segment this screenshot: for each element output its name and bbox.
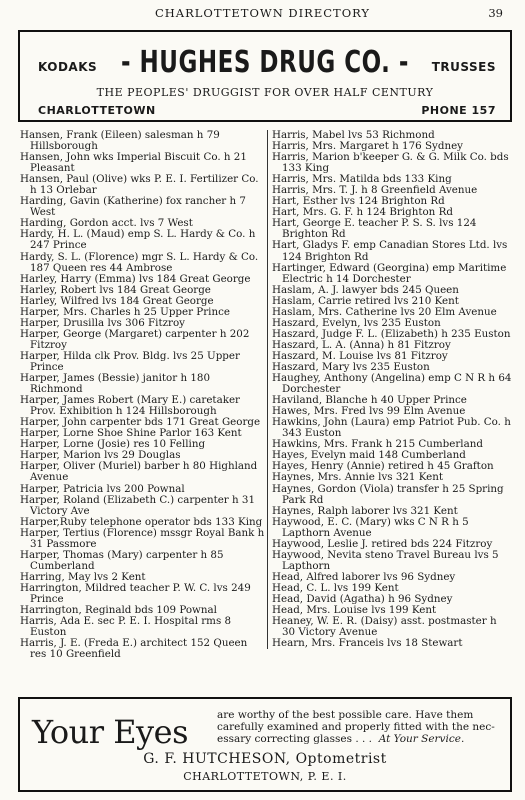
directory-entry: Hansen, Frank (Eileen) salesman h 79 Hillsborough <box>20 129 220 153</box>
directory-entry: Haslam, A. J. lawyer bds 245 Queen <box>272 283 459 296</box>
directory-entry: Harris, Mrs. T. J. h 8 Greenfield Avenue <box>272 184 478 197</box>
directory-entry: Head, David (Agatha) h 96 Sydney <box>272 592 453 605</box>
directory-entry: Hartinger, Edward (Georgina) emp Maritime Electric h 14 Dorchester <box>272 261 507 285</box>
directory-entry: Harper, George (Margaret) carpenter h 202 Fitzroy <box>20 327 250 351</box>
directory-entry: Harris, Ada E. sec P. E. I. Hospital rms 8 Euston <box>20 615 232 639</box>
ad-body-line-part: essary correcting glasses . . . <box>217 733 373 745</box>
directory-entry: Harris, Mabel lvs 53 Richmond <box>272 129 435 141</box>
directory-entry: Harper, Thomas (Mary) carpenter h 85 Cumberland <box>20 548 224 572</box>
ad-tagline: THE PEOPLES' DRUGGIST FOR OVER HALF CENTURY <box>96 86 434 99</box>
ad-body-text <box>217 709 500 745</box>
directory-entry: Head, Mrs. Louise lvs 199 Kent <box>272 604 437 617</box>
directory-entry: Harper,Ruby telephone operator bds 133 King <box>20 515 263 528</box>
ad-headline: Your Eyes <box>32 713 188 751</box>
directory-entry: Harley, Robert lvs 184 Great George <box>20 283 211 296</box>
directory-title: CHARLOTTETOWN DIRECTORY <box>154 6 371 20</box>
directory-entry: Haywood, Leslie J. retired bds 224 Fitzroy <box>272 537 493 550</box>
directory-entry: Harrington, Reginald bds 109 Pownal <box>20 604 217 617</box>
directory-entry: Harper, James (Bessie) janitor h 180 Richmond <box>20 372 211 396</box>
directory-entry: Haywood, Nevita steno Travel Bureau lvs 5 Lapthorn <box>272 548 499 572</box>
ad-body-line <box>217 733 500 745</box>
directory-entry: Haviland, Blanche h 40 Upper Prince <box>272 394 467 407</box>
directory-entry: Harper, Oliver (Muriel) barber h 80 Highland Avenue <box>20 460 258 484</box>
directory-entry: Harding, Gavin (Katherine) fox rancher h 7 West <box>20 195 246 219</box>
directory-entry: Hawkins, Mrs. Frank h 215 Cumberland <box>272 438 483 451</box>
left-column <box>20 130 265 660</box>
page-number: 39 <box>488 6 503 20</box>
directory-entry: Harper, Patricia lvs 200 Pownal <box>20 482 185 495</box>
directory-entry: Haslam, Mrs. Catherine lvs 20 Elm Avenue <box>272 305 497 318</box>
directory-entry: Hart, Gladys F. emp Canadian Stores Ltd. lvs 124 Brighton Rd <box>272 239 508 263</box>
directory-entry: Harris, Marion b'keeper G. & G. Milk Co. bds 133 King <box>272 151 509 175</box>
optometrist-name: G. F. HUTCHESON, Optometrist <box>143 751 387 767</box>
directory-entry: Hardy, H. L. (Maud) emp S. L. Hardy & Co. h 247 Prince <box>20 228 256 252</box>
directory-entry: Head, C. L. lvs 199 Kent <box>272 581 399 594</box>
directory-entry: Hart, Esther lvs 124 Brighton Rd <box>272 195 445 208</box>
directory-entry: Harper, Lorne (Josie) res 10 Felling <box>20 438 206 451</box>
directory-entry: Hansen, Paul (Olive) wks P. E. I. Fertilizer Co. h 13 Orlebar <box>20 173 259 197</box>
directory-entry: Hansen, John wks Imperial Biscuit Co. h 21 Pleasant <box>20 151 247 175</box>
directory-entry: Hayes, Evelyn maid 148 Cumberland <box>272 449 466 462</box>
directory-entry: Haszard, Mary lvs 235 Euston <box>272 360 430 373</box>
directory-listings <box>20 130 512 690</box>
directory-entry: Haslam, Carrie retired lvs 210 Kent <box>272 294 459 307</box>
hughes-drug-advertisement <box>18 30 512 122</box>
directory-entry: Hawes, Mrs. Fred lvs 99 Elm Avenue <box>272 405 466 418</box>
directory-entry: Harper, Hilda clk Prov. Bldg. lvs 25 Upper Prince <box>20 349 240 373</box>
directory-entry: Harper, Roland (Elizabeth C.) carpenter h 31 Victory Ave <box>20 493 256 517</box>
directory-entry: Harper, Tertius (Florence) mssgr Royal Bank h 31 Passmore <box>20 526 265 550</box>
directory-entry: Harris, Mrs. Margaret h 176 Sydney <box>272 140 463 153</box>
directory-entry: Harper, Lorne Shoe Shine Parlor 163 Kent <box>20 427 242 440</box>
directory-entry: Harper, Mrs. Charles h 25 Upper Prince <box>20 305 230 318</box>
directory-entry: Harring, May lvs 2 Kent <box>20 570 146 583</box>
directory-entry: Harper, Marion lvs 29 Douglas <box>20 449 181 462</box>
directory-entry: Haszard, Evelyn, lvs 235 Euston <box>272 316 441 329</box>
directory-entry: Haynes, Gordon (Viola) transfer h 25 Spring Park Rd <box>272 482 504 506</box>
directory-entry: Harper, John carpenter bds 171 Great George <box>20 416 261 429</box>
page-header <box>20 6 505 20</box>
directory-entry: Hardy, S. L. (Florence) mgr S. L. Hardy & Co. 187 Queen res 44 Ambrose <box>20 250 259 274</box>
directory-entry: Harley, Harry (Emma) lvs 184 Great George <box>20 272 251 285</box>
ad-phone: PHONE 157 <box>421 104 496 117</box>
optometrist-advertisement <box>18 697 512 792</box>
ad-body-line: are worthy of the best possible care. Have them <box>217 709 474 721</box>
directory-entry: Hearn, Mrs. Franceis lvs 18 Stewart <box>272 637 463 650</box>
right-column <box>272 130 512 649</box>
directory-entry: Harris, J. E. (Freda E.) architect 152 Queen res 10 Greenfield <box>20 637 248 661</box>
directory-entry: Hart, Mrs. G. F. h 124 Brighton Rd <box>272 206 453 219</box>
directory-entry: Haszard, Judge F. L. (Elizabeth) h 235 Euston <box>272 327 511 340</box>
directory-entry: Haszard, M. Louise lvs 81 Fitzroy <box>272 349 448 362</box>
directory-entry: Hayes, Henry (Annie) retired h 45 Grafton <box>272 460 494 473</box>
directory-entry: Haywood, E. C. (Mary) wks C N R h 5 Lapthorn Avenue <box>272 515 469 539</box>
ad-right-word: TRUSSES <box>431 60 496 74</box>
ad-body-line: carefully examined and properly fitted with the nec- <box>217 721 495 733</box>
directory-entry: Haynes, Ralph laborer lvs 321 Kent <box>272 504 458 517</box>
directory-entry: Haughey, Anthony (Angelina) emp C N R h 64 Dorchester <box>272 372 512 396</box>
directory-entry: Head, Alfred laborer lvs 96 Sydney <box>272 570 456 583</box>
column-divider <box>267 130 268 649</box>
ad-slogan: At Your Service. <box>378 733 465 745</box>
ad-left-word: KODAKS <box>38 60 98 74</box>
directory-entry: Harper, Drusilla lvs 306 Fitzroy <box>20 316 185 329</box>
directory-entry: Haszard, L. A. (Anna) h 81 Fitzroy <box>272 338 451 351</box>
directory-entry: Harper, James Robert (Mary E.) caretaker Prov. Exhibition h 124 Hillsborough <box>20 394 240 418</box>
directory-entry: Harding, Gordon acct. lvs 7 West <box>20 217 193 230</box>
directory-entry: Harris, Mrs. Matilda bds 133 King <box>272 173 452 186</box>
ad-city: CHARLOTTETOWN <box>38 104 156 117</box>
directory-entry: Haynes, Mrs. Annie lvs 321 Kent <box>272 471 444 484</box>
ad-brand-name: - HUGHES DRUG CO. - <box>121 46 409 80</box>
directory-entry: Hart, George E. teacher P. S. S. lvs 124 Brighton Rd <box>272 217 477 241</box>
directory-entry: Harley, Wilfred lvs 184 Great George <box>20 294 214 307</box>
directory-entry: Hawkins, John (Laura) emp Patriot Pub. Co. h 343 Euston <box>272 416 511 440</box>
directory-entry: Heaney, W. E. R. (Daisy) asst. postmaster h 30 Victory Avenue <box>272 615 497 639</box>
directory-entry: Harrington, Mildred teacher P. W. C. lvs 249 Prince <box>20 581 251 605</box>
optometrist-location: CHARLOTTETOWN, P. E. I. <box>183 770 347 783</box>
